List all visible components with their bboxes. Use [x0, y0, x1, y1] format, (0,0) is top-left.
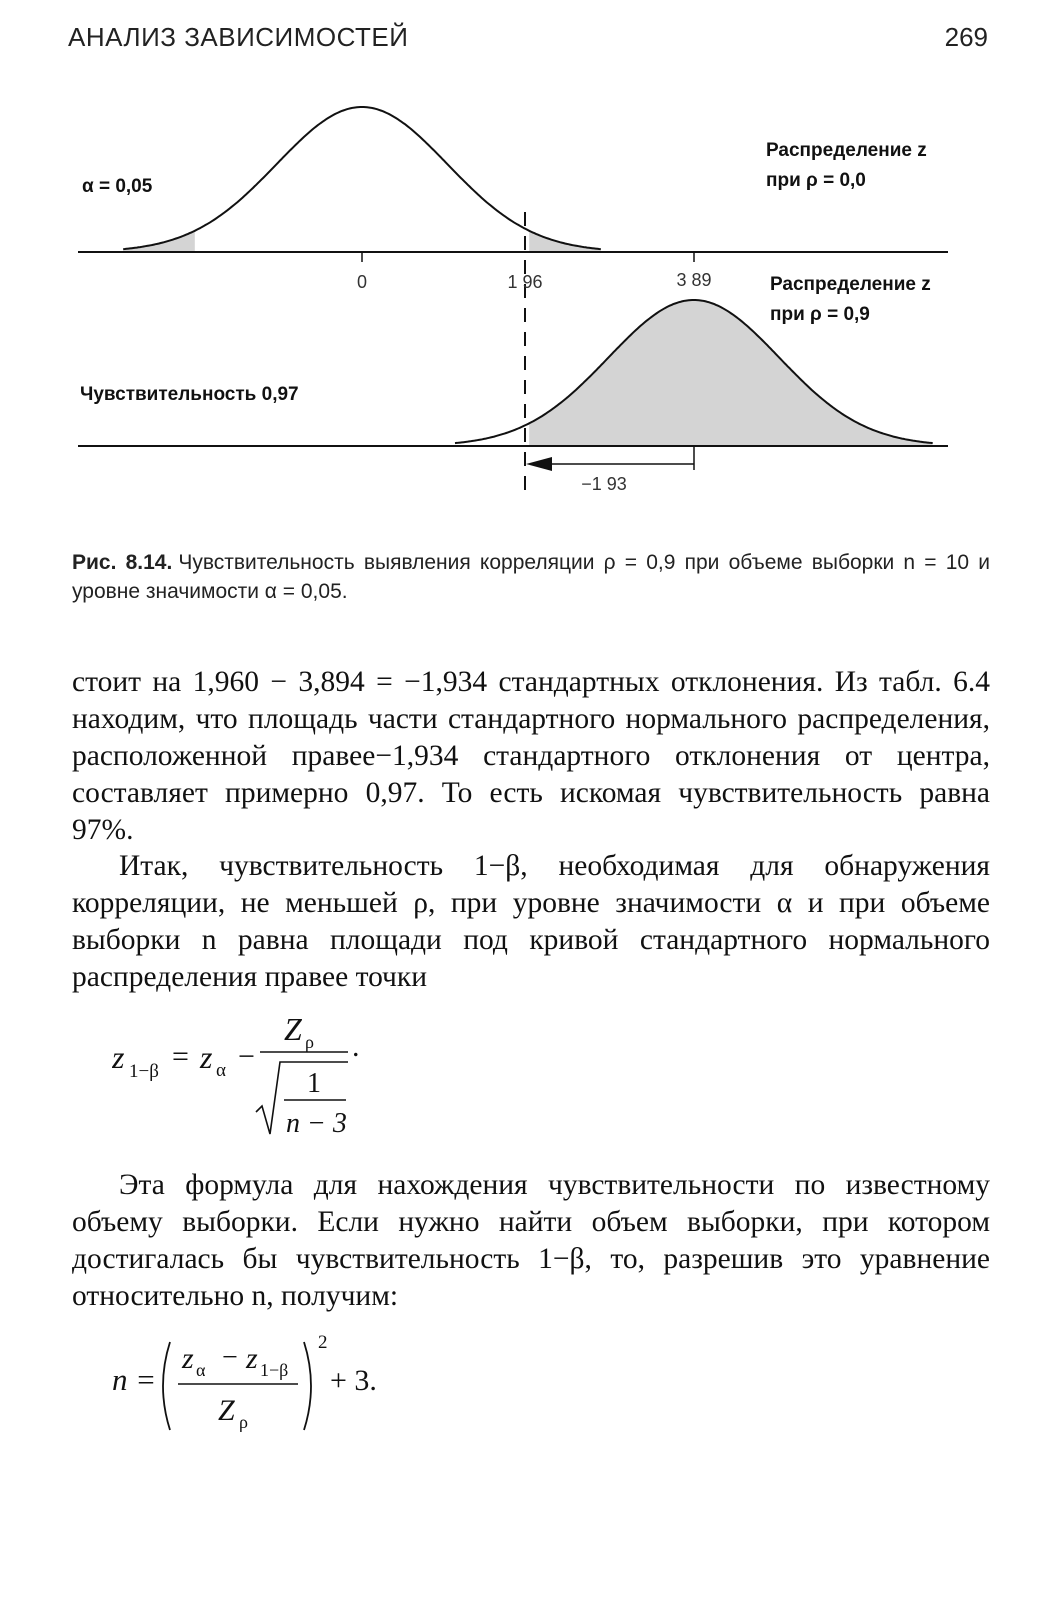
paragraph-3: Эта формула для нахождения чувствительности по известному объему выборки. Если нужно найти объем выборки, при котором достигалась бы чувствительность 1−β, то, разрешив это уравнение относительно n, получим: [72, 1169, 990, 1312]
formula-1-lhs-sub: 1−β [129, 1061, 159, 1082]
formula-1-term-sub: α [216, 1060, 226, 1081]
paragraph-2: Итак, чувствительность 1−β, необходимая для обнаружения корреляции, не меньшей ρ, при уровне значимости α и при объеме выборки n равна площади под кривой стандартного нормального распределения правее точки [72, 850, 990, 993]
bottom-dist-label-2: при ρ = 0,9 [770, 304, 870, 325]
tick-label-zero: 0 [356, 272, 368, 292]
formula-2-exponent: 2 [318, 1332, 328, 1353]
formula-1-radical-den: n − 3 [286, 1108, 347, 1139]
formula-2-den: Z [218, 1394, 235, 1427]
sensitivity-label: Чувствительность 0,97 [80, 384, 299, 405]
formula-1-radical-num: 1 [307, 1068, 321, 1099]
formula-2-tail: + 3. [330, 1364, 377, 1397]
shaded-region-1 [529, 300, 933, 446]
shift-label: −1 93 [581, 474, 627, 494]
alpha-label: α = 0,05 [82, 176, 153, 197]
page-number: 269 [944, 22, 988, 52]
formula-z-one-minus-beta [112, 1008, 432, 1148]
formula-1-numerator-sub: ρ [305, 1032, 314, 1052]
formula-2-lhs: n = [112, 1362, 157, 1397]
running-head [68, 22, 988, 62]
formula-2-zb: z [246, 1342, 258, 1375]
formula-2-left-paren [163, 1342, 170, 1430]
formula-1-term: z [200, 1039, 213, 1075]
formula-2-right-paren [304, 1342, 311, 1430]
chapter-title: АНАЛИЗ ЗАВИСИМОСТЕЙ [68, 22, 409, 52]
figure-caption [72, 548, 990, 606]
bottom-dist-label-1: Распределение z [770, 274, 931, 295]
formula-sample-size [112, 1328, 432, 1440]
top-dist-label-1: Распределение z [766, 140, 927, 161]
top-dist-label-2: при ρ = 0,0 [766, 170, 866, 191]
tick-label-389: 3 89 [676, 270, 712, 290]
tick-label-196: 1 96 [507, 272, 543, 292]
formula-1-numerator: Z [284, 1011, 302, 1047]
shift-arrowhead [526, 457, 552, 471]
formula-2-za-sub: α [196, 1360, 206, 1380]
density-curve [123, 107, 601, 249]
formula-1-eq: = [172, 1040, 189, 1073]
formula-2-zb-sub: 1−β [260, 1360, 289, 1380]
caption-label: Рис. 8.14. [72, 551, 173, 574]
null-distribution [123, 107, 601, 252]
formula-1-minus: − [238, 1040, 255, 1073]
formula-2-minus: − [222, 1342, 238, 1373]
paragraph-1: стоит на 1,960 − 3,894 = −1,934 стандартных отклонения. Из табл. 6.4 находим, что площадь части стандартного нормального распределения, расположенной правее−1,934 стандартного отклонения от центра, составляет примерно 0,97. То есть искомая чувствительность равна 97%. [72, 666, 990, 846]
formula-2-den-sub: ρ [239, 1412, 248, 1432]
formula-2-za: z [182, 1342, 194, 1375]
formula-1-period: . [352, 1030, 360, 1063]
caption-text: Чувствительность выявления корреляции ρ = 0,9 при объеме выборки n = 10 и уровне значимости α = 0,05. [72, 551, 990, 603]
figure-power-diagram [0, 90, 1053, 520]
formula-1-lhs: z [112, 1039, 125, 1075]
